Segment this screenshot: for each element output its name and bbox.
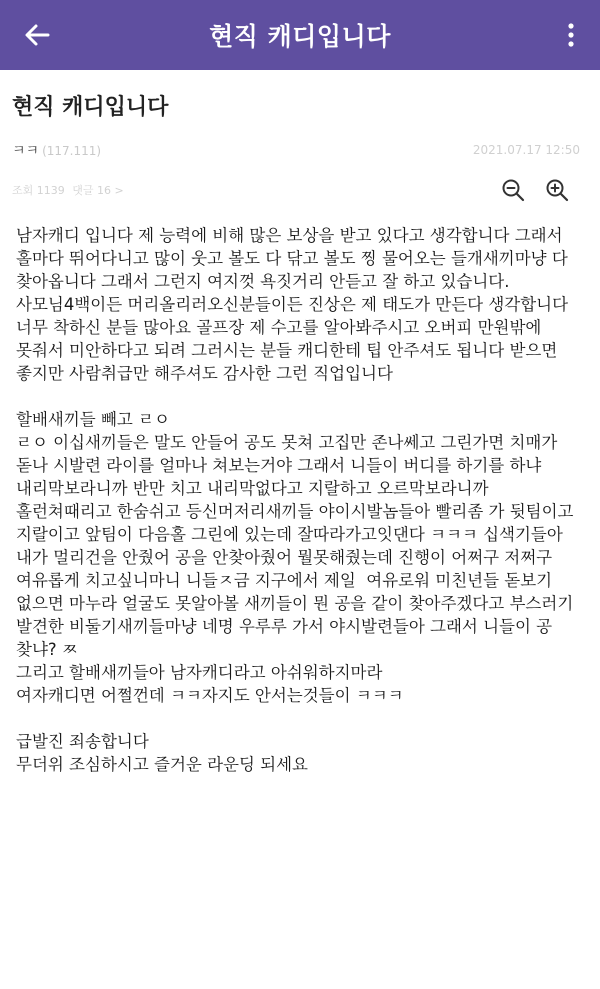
more-vertical-icon xyxy=(567,22,575,48)
back-button[interactable] xyxy=(18,16,56,54)
post-title: 현직 캐디입니다 xyxy=(12,95,169,120)
more-menu-button[interactable] xyxy=(556,16,586,54)
zoom-in-button[interactable] xyxy=(542,175,572,205)
author-ip: (117.111) xyxy=(42,144,102,158)
post-stats xyxy=(0,168,600,212)
app-header xyxy=(0,0,600,70)
view-count: 조회 1139 xyxy=(12,184,65,197)
author-name[interactable]: ㅋㅋ xyxy=(12,143,40,159)
post-body: 남자캐디 입니다 제 능력에 비해 많은 보상을 받고 있다고 생각합니다 그래서 홀마다 뛰어다니고 많이 웃고 볼도 다 닦고 볼도 찡 물어오는 들개새끼마냥 다 찾아옵니다 그래서 그런지 여지껏 욕짓거리 안듣고 잘 하고 있습니다.사모님4백이든 머리올리러오신분들이든 진상은 제 태도가 만든다 생각합니다 너무 착하신 분들 많아요 골프장 제 수고를 알아봐주시고 오버피 만원밖에 못줘서 미안하다고 되려 그러시는 분들 캐디한테 팁 안주셔도 됩니다 받으면 좋지만 사람취급만 해주셔도 감사한 그런 직업입니다 할배새끼들 빼고 ㄹㅇ ㄹㅇ 이십새끼들은 말도 안들어 공도 못쳐 고집만 존나쎄고 그린가면 치매가 돋나 시발련 라이를 얼마나 쳐보는거야 그래서 니들이 버디를 하기를 하냐 내리막보라니까 반만 치고 내리막없다고 지랄하고 오르막보라니까 홀런쳐때리고 한숨쉬고 등신머저리새끼들 야이시발놈들아 빨리좀 가 뒷팀이고 지랄이고 앞팀이 다음홀 그린에 있는데 잘따라가고잇댄다 ㅋㅋㅋ 십색기들아 내가 멀리건을 안줬어 공을 안찾아줬어 뭘못해줬는데 진행이 어쩌구 저쩌구 여유롭게 치고싶니마니 니들ㅈ금 지구에서 제일 여유로워 미친년들 돋보기 없으면 마누라 얼굴도 못알아볼 새끼들이 뭔 공을 같이 찾아주겠다고 부스러기 발견한 비둘기새끼들마냥 네명 우루루 가서 야시발련들아 그래서 니들이 공 찾냐? ㅉ 그리고 할배새끼들아 남자캐디라고 아쉬워하지마라 여자캐디면 어쩔껀데 ㅋㅋ자지도 안서는것들이 ㅋㅋㅋ 급발진 죄송합니다 무더위 조심하시고 즐거운 라운딩 되세요 xyxy=(16,226,574,774)
post-meta xyxy=(0,132,600,168)
post-date: 2021.07.17 12:50 xyxy=(472,143,580,157)
zoom-out-button[interactable] xyxy=(498,175,528,205)
zoom-in-icon xyxy=(545,178,569,202)
zoom-out-icon xyxy=(501,178,525,202)
comment-count-link[interactable]: 댓글 16 > xyxy=(72,184,124,197)
arrow-left-icon xyxy=(22,20,52,50)
header-title: 현직 캐디입니다 xyxy=(209,22,391,51)
zoom-controls xyxy=(498,175,572,205)
